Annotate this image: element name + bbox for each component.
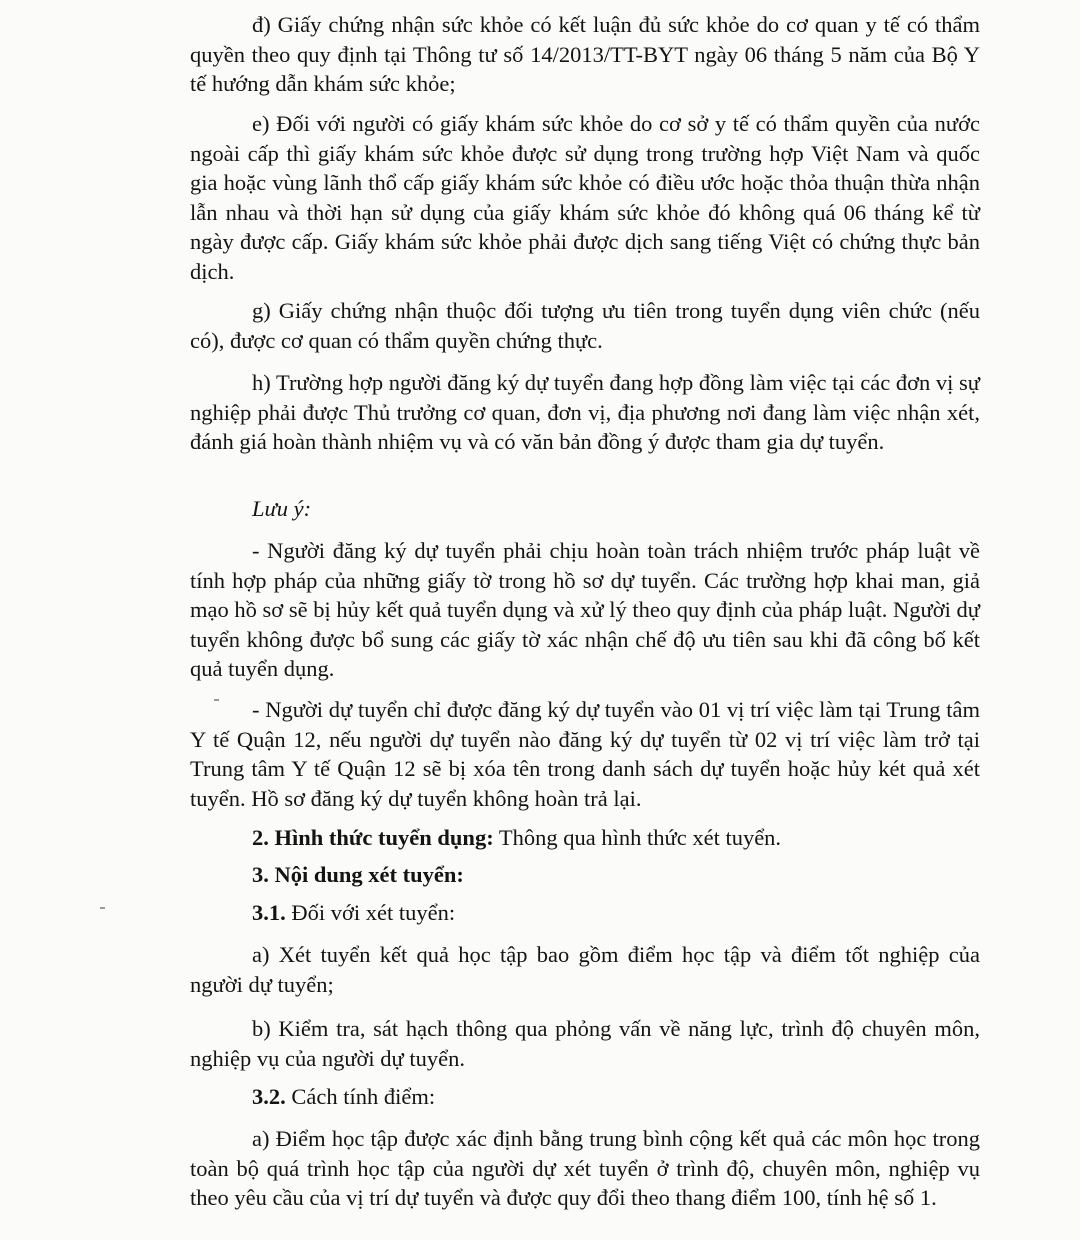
section-3-2-text: Cách tính điểm: [285, 1084, 436, 1109]
paragraph-3-1-a: a) Xét tuyển kết quả học tập bao gồm điểm học tập và điểm tốt nghiệp của người dự tuyển; [190, 942, 980, 997]
note-title: Lưu ý: [252, 496, 312, 521]
section-3-2-number: 3.2. [252, 1084, 286, 1109]
section-2 [252, 823, 781, 853]
paragraph-3-1-b: b) Kiểm tra, sát hạch thông qua phỏng vấn về năng lực, trình độ chuyên môn, nghiệp vụ của người dự tuyển. [190, 1016, 980, 1071]
note-item-1: - Người đăng ký dự tuyển phải chịu hoàn toàn trách nhiệm trước pháp luật về tính hợp pháp của những giấy tờ trong hồ sơ dự tuyển. Các trường hợp khai man, giả mạo hồ sơ sẽ bị hủy kết quả tuyển dụng và xử lý theo quy định của pháp luật. Người dự tuyển không được bổ sung các giấy tờ xác nhận chế độ ưu tiên sau khi đã công bố kết quả tuyển dụng. [190, 538, 980, 681]
section-3-1 [252, 898, 455, 928]
section-3-1-number: 3.1. [252, 900, 286, 925]
note-item-2: - Người dự tuyển chỉ được đăng ký dự tuyển vào 01 vị trí việc làm tại Trung tâm Y tế Quận 12, nếu người dự tuyển nào đăng ký dự tuyển từ 02 vị trí việc làm trở tại Trung tâm Y tế Quận 12 sẽ bị xóa tên trong danh sách dự tuyển hoặc hủy két quả xét tuyển. Hồ sơ đăng ký dự tuyển không hoàn trả lại. [190, 697, 980, 811]
paragraph-3-2-a: a) Điểm học tập được xác định bằng trung bình cộng kết quả các môn học trong toàn bộ quá trình học tập của người dự xét tuyển ở trình độ, chuyên môn, nghiệp vụ theo yêu cầu của vị trí dự tuyển và được quy đổi theo thang điểm 100, tính hệ số 1. [190, 1126, 980, 1210]
section-3-heading: 3. Nội dung xét tuyển: [252, 862, 464, 887]
section-3-1-text: Đối với xét tuyển: [285, 900, 456, 925]
paragraph-g: g) Giấy chứng nhận thuộc đối tượng ưu tiên trong tuyển dụng viên chức (nếu có), được cơ quan có thẩm quyền chứng thực. [190, 298, 980, 353]
scan-speck [214, 699, 219, 701]
section-2-heading: 2. Hình thức tuyển dụng: [252, 825, 494, 850]
paragraph-e: e) Đối với người có giấy khám sức khỏe do cơ sở y tế có thẩm quyền của nước ngoài cấp thì giấy khám sức khỏe được sử dụng trong trường hợp Việt Nam và quốc gia hoặc vùng lãnh thổ cấp giấy khám sức khỏe có điều ước hoặc thỏa thuận thừa nhận lẫn nhau và thời hạn sử dụng của giấy khám sức khỏe đó không quá 06 tháng kể từ ngày được cấp. Giấy khám sức khỏe phải được dịch sang tiếng Việt có chứng thực bản dịch. [190, 111, 980, 284]
section-2-text: Thông qua hình thức xét tuyển. [493, 825, 782, 850]
scan-speck [100, 907, 105, 909]
paragraph-d: đ) Giấy chứng nhận sức khỏe có kết luận đủ sức khỏe do cơ quan y tế có thẩm quyền theo quy định tại Thông tư số 14/2013/TT-BYT ngày 06 tháng 5 năm của Bộ Y tế hướng dẫn khám sức khỏe; [190, 12, 980, 96]
section-3-2 [252, 1082, 435, 1112]
paragraph-h: h) Trường hợp người đăng ký dự tuyển đang hợp đồng làm việc tại các đơn vị sự nghiệp phải được Thủ trưởng cơ quan, đơn vị, địa phương nơi đang làm việc nhận xét, đánh giá hoàn thành nhiệm vụ và có văn bản đồng ý được tham gia dự tuyển. [190, 370, 980, 454]
